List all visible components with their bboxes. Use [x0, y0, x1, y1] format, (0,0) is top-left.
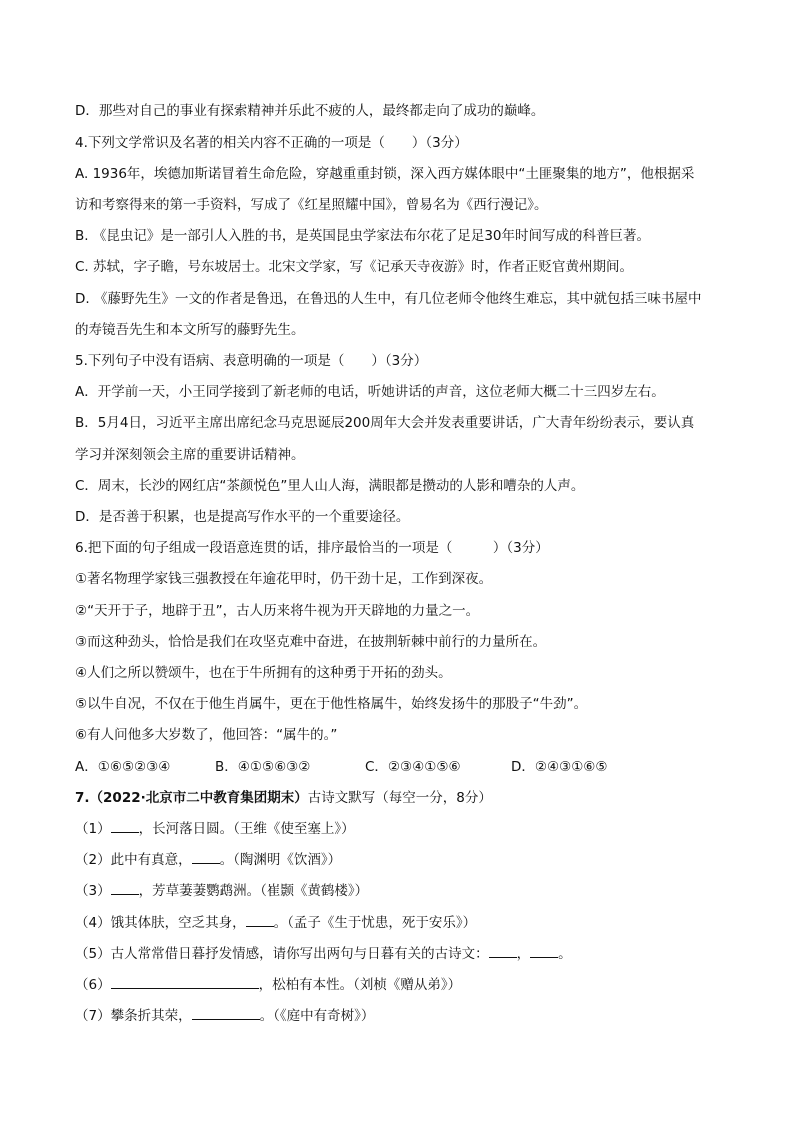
q4-option-b: B. 《昆虫记》是一部引人入胜的书，是英国昆虫学家法布尔花了足足30年时间写成的科普巨著。	[75, 228, 651, 244]
q6-sentence-6: ⑥有人问他多大岁数了，他回答：“属牛的。”	[75, 727, 338, 743]
q4-stem: 4.下列文学常识及名著的相关内容不正确的一项是（ ）（3分）	[75, 135, 468, 151]
q5-option-b-line2: 学习并深刻领会主席的重要讲话精神。	[75, 447, 305, 463]
q6-option-d: D．②④③①⑥⑤	[511, 759, 608, 775]
q5-option-c: C．周末，长沙的网红店“茶颜悦色”里人山人海，满眼都是攒动的人影和嘈杂的人声。	[75, 478, 585, 494]
q6-option-b: B．④①⑤⑥③②	[215, 759, 311, 775]
q7-item-7: （7）攀条折其荣， 。（《庭中有奇树》）	[75, 1008, 375, 1024]
q4-option-c: C. 苏轼，字子瞻，号东坡居士。北宋文学家，写《记承天寺夜游》时，作者正贬官黄州期间。	[75, 259, 634, 275]
q4-option-a-line2: 访和考察得来的第一手资料，写成了《红星照耀中国》，曾易名为《西行漫记》。	[75, 197, 548, 213]
q4-option-d-line1: D. 《藤野先生》一文的作者是鲁迅，在鲁迅的人生中，有几位老师令他终生难忘，其中就包括三味书屋中	[75, 291, 702, 307]
answer-blank[interactable]	[111, 976, 259, 989]
q5-option-b-line1: B．5月4日，习近平主席出席纪念马克思诞辰200周年大会并发表重要讲话，广大青年纷纷表示，要认真	[75, 415, 695, 431]
q7-number: 7.	[75, 790, 90, 806]
q7-item-3: （3） ，芳草萋萋鹦鹉洲。（崔颢《黄鹤楼》）	[75, 883, 369, 899]
q7-item-6: （6） ，松柏有本性。（刘桢《赠从弟》）	[75, 977, 462, 993]
q7-item-2: （2）此中有真意， 。（陶渊明《饮酒》）	[75, 852, 342, 868]
q6-option-a: A．①⑥⑤②③④	[75, 759, 171, 775]
q7-title: 古诗文默写（每空一分，8分）	[307, 790, 492, 806]
q6-sentence-3: ③而这种劲头，恰恰是我们在攻坚克难中奋进，在披荆斩棘中前行的力量所在。	[75, 634, 547, 650]
answer-blank[interactable]	[489, 945, 517, 958]
answer-blank[interactable]	[111, 820, 139, 833]
q6-stem: 6.把下面的句子组成一段语意连贯的话，排序最恰当的一项是（ ）（3分）	[75, 540, 549, 556]
q3-option-d: D．那些对自己的事业有探索精神并乐此不疲的人，最终都走向了成功的巅峰。	[75, 103, 545, 119]
q4-option-d-line2: 的寿镜吾先生和本文所写的藤野先生。	[75, 322, 305, 338]
q5-option-a: A．开学前一天，小王同学接到了新老师的电话，听她讲话的声音，这位老师大概二十三四岁左右。	[75, 384, 665, 400]
q7-item-4: （4）饿其体肤，空乏其身， 。（孟子《生于忧患，死于安乐》）	[75, 915, 477, 931]
answer-blank[interactable]	[530, 945, 558, 958]
answer-blank[interactable]	[111, 882, 139, 895]
q7-item-1: （1） ，长河落日圆。（王维《使至塞上》）	[75, 821, 355, 837]
q6-option-c: C．②③④①⑤⑥	[365, 759, 461, 775]
q7-item-5: （5）古人常常借日暮抒发情感，请你写出两句与日暮有关的古诗文： ， 。	[75, 946, 572, 962]
q5-stem: 5.下列句子中没有语病、表意明确的一项是（ ）（3分）	[75, 353, 428, 369]
q6-sentence-5: ⑤以牛自况，不仅在于他生肖属牛，更在于他性格属牛，始终发扬牛的那股子“牛劲”。	[75, 696, 588, 712]
q6-sentence-1: ①著名物理学家钱三强教授在年逾花甲时，仍干劲十足，工作到深夜。	[75, 571, 493, 587]
q6-sentence-4: ④人们之所以赞颂牛，也在于牛所拥有的这种勇于开拓的劲头。	[75, 665, 452, 681]
q5-option-d: D．是否善于积累，也是提高写作水平的一个重要途径。	[75, 509, 410, 525]
q6-sentence-2: ②“天开于子，地辟于丑”，古人历来将牛视为开天辟地的力量之一。	[75, 603, 480, 619]
q4-option-a-line1: A. 1936年，埃德加斯诺冒着生命危险，穿越重重封锁，深入西方媒体眼中“土匪聚集的地方”，他根据采	[75, 166, 695, 182]
answer-blank[interactable]	[192, 851, 220, 864]
q7-source: （2022·北京市二中教育集团期末）	[89, 790, 308, 806]
answer-blank[interactable]	[246, 914, 274, 927]
answer-blank[interactable]	[192, 1007, 260, 1020]
q7-stem	[75, 789, 754, 807]
